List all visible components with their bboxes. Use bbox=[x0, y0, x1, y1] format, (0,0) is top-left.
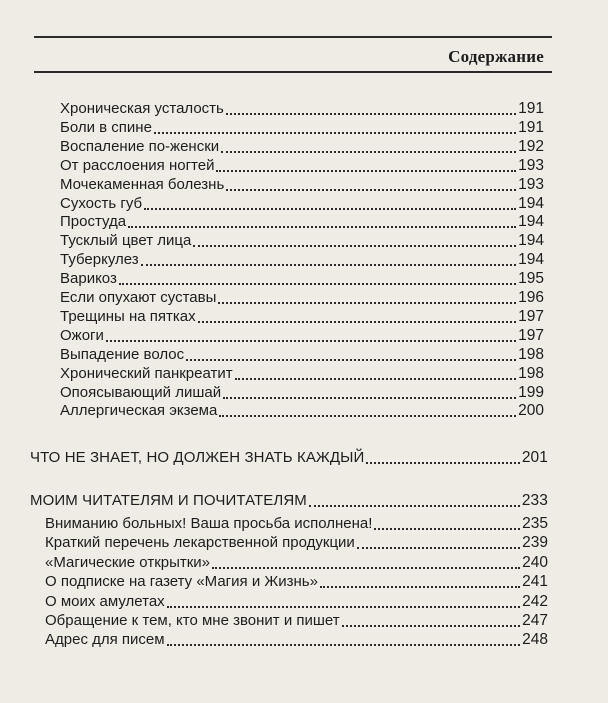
toc-leader bbox=[128, 226, 516, 228]
toc-entry bbox=[60, 326, 544, 345]
toc-leader bbox=[309, 505, 520, 507]
toc-entry-page: 193 bbox=[518, 156, 544, 174]
toc-leader bbox=[167, 644, 521, 646]
toc-entry bbox=[60, 212, 544, 231]
toc-section-page: 233 bbox=[521, 492, 548, 509]
toc-entry-title: О моих амулетах bbox=[45, 592, 165, 610]
toc-leader bbox=[193, 245, 516, 247]
toc-entry bbox=[60, 118, 544, 137]
toc-leader bbox=[167, 606, 520, 608]
toc-leader bbox=[144, 208, 516, 210]
toc-entry bbox=[60, 250, 544, 269]
toc-entry-page: 191 bbox=[518, 118, 544, 136]
toc-section bbox=[30, 448, 548, 467]
toc-entry bbox=[60, 307, 544, 326]
toc-entry-page: 191 bbox=[518, 100, 544, 117]
toc-leader bbox=[223, 397, 516, 399]
toc-entry-title: Выпадение волос bbox=[60, 345, 185, 363]
toc-entry-page: 194 bbox=[518, 194, 544, 212]
toc-leader bbox=[374, 528, 520, 530]
toc-leader bbox=[212, 567, 520, 569]
toc-entry bbox=[45, 533, 548, 552]
toc-entry-title: Хроническая усталость bbox=[60, 100, 224, 117]
toc-leader bbox=[198, 321, 517, 323]
toc-entry-page: 199 bbox=[518, 383, 544, 401]
toc-entry-title: Варикоз bbox=[60, 270, 117, 288]
toc-leader bbox=[235, 378, 517, 380]
toc-entry bbox=[60, 383, 544, 402]
toc-leader bbox=[366, 462, 519, 464]
toc-entry-title: Обращение к тем, кто мне звонит и пишет bbox=[45, 612, 340, 629]
toc-entry bbox=[60, 137, 544, 156]
toc-entry bbox=[60, 156, 544, 175]
toc-leader bbox=[219, 415, 516, 417]
toc-entry-page: 195 bbox=[518, 270, 544, 288]
header-rule-top bbox=[34, 36, 552, 38]
toc-entry-page: 239 bbox=[522, 534, 548, 552]
toc-entry-page: 235 bbox=[522, 515, 548, 532]
toc-entry-page: 247 bbox=[522, 612, 548, 629]
toc-entry-title: О подписке на газету «Магия и Жизнь» bbox=[45, 573, 318, 591]
toc-entry-title: Ожоги bbox=[60, 326, 104, 344]
toc-leader bbox=[154, 132, 516, 134]
header-rule-bottom bbox=[34, 71, 552, 73]
toc-section-title: ЧТО НЕ ЗНАЕТ, НО ДОЛЖЕН ЗНАТЬ КАЖДЫЙ bbox=[30, 449, 365, 466]
toc-entry bbox=[45, 553, 548, 572]
toc-entry bbox=[60, 99, 544, 118]
toc-entry-title: Воспаление по-женски bbox=[60, 137, 220, 155]
toc-entry-title: Если опухают суставы bbox=[60, 289, 217, 306]
toc-entry-page: 200 bbox=[518, 402, 544, 420]
toc-entry-page: 198 bbox=[518, 345, 544, 363]
toc-entry-page: 241 bbox=[522, 573, 548, 591]
page-title: Содержание bbox=[448, 47, 544, 66]
toc-entry-title: Опоясывающий лишай bbox=[60, 383, 222, 401]
toc-leader bbox=[342, 625, 521, 627]
toc-entry bbox=[60, 401, 544, 420]
toc-leader bbox=[119, 283, 516, 285]
toc-leader bbox=[141, 264, 516, 266]
toc-entry-title: Сухость губ bbox=[60, 194, 143, 212]
toc-leader bbox=[186, 359, 516, 361]
toc-entry bbox=[45, 592, 548, 611]
toc-entry-page: 242 bbox=[522, 592, 548, 610]
toc-section bbox=[30, 491, 548, 510]
toc-leader bbox=[320, 586, 520, 588]
toc-section-title: МОИМ ЧИТАТЕЛЯМ И ПОЧИТАТЕЛЯМ bbox=[30, 492, 307, 509]
toc-entry-page: 194 bbox=[518, 232, 544, 250]
toc-entry bbox=[60, 231, 544, 250]
toc-entry-page: 197 bbox=[518, 326, 544, 344]
toc-entry-title: Тусклый цвет лица bbox=[60, 232, 192, 250]
toc-entry-title: Боли в спине bbox=[60, 118, 152, 136]
toc-entry-title: Вниманию больных! Ваша просьба исполнена! bbox=[45, 515, 373, 532]
toc-entry-page: 248 bbox=[522, 631, 548, 649]
toc-entry-title: Краткий перечень лекарственной продукции bbox=[45, 534, 355, 552]
toc-entry bbox=[60, 288, 544, 307]
toc-section-page: 201 bbox=[521, 449, 548, 466]
toc-leader bbox=[216, 170, 516, 172]
toc-entry-page: 196 bbox=[518, 289, 544, 306]
toc-entry bbox=[45, 611, 548, 630]
toc-leader bbox=[226, 189, 516, 191]
toc-leader bbox=[106, 340, 516, 342]
toc-entry bbox=[60, 175, 544, 194]
toc-leader bbox=[218, 302, 516, 304]
toc-entry-title: Туберкулез bbox=[60, 251, 139, 269]
toc-entry bbox=[60, 364, 544, 383]
toc-entry-page: 193 bbox=[518, 175, 544, 193]
toc-entry bbox=[45, 630, 548, 649]
toc-entry-title: Мочекаменная болезнь bbox=[60, 175, 225, 193]
toc-entry-title: Трещины на пятках bbox=[60, 307, 196, 325]
toc-entry-page: 197 bbox=[518, 307, 544, 325]
toc-entry-page: 194 bbox=[518, 251, 544, 269]
toc-entry bbox=[60, 269, 544, 288]
toc-entry-title: От расслоения ногтей bbox=[60, 156, 215, 174]
toc-entry-title: Адрес для писем bbox=[45, 631, 165, 649]
toc-entry-page: 198 bbox=[518, 364, 544, 382]
toc-entry-title: Аллергическая экзема bbox=[60, 402, 218, 420]
toc-entry bbox=[60, 194, 544, 213]
toc-leader bbox=[221, 151, 516, 153]
toc-leader bbox=[226, 113, 516, 115]
toc-entry-title: «Магические открытки» bbox=[45, 553, 211, 571]
toc-entry bbox=[60, 345, 544, 364]
toc-entry-title: Простуда bbox=[60, 213, 127, 231]
toc-entry bbox=[45, 514, 548, 533]
toc-entry-page: 194 bbox=[518, 213, 544, 231]
toc-entry-title: Хронический панкреатит bbox=[60, 364, 233, 382]
toc-entry-page: 192 bbox=[518, 137, 544, 155]
toc-entry-page: 240 bbox=[522, 553, 548, 571]
toc-entry bbox=[45, 572, 548, 591]
toc-leader bbox=[357, 547, 520, 549]
